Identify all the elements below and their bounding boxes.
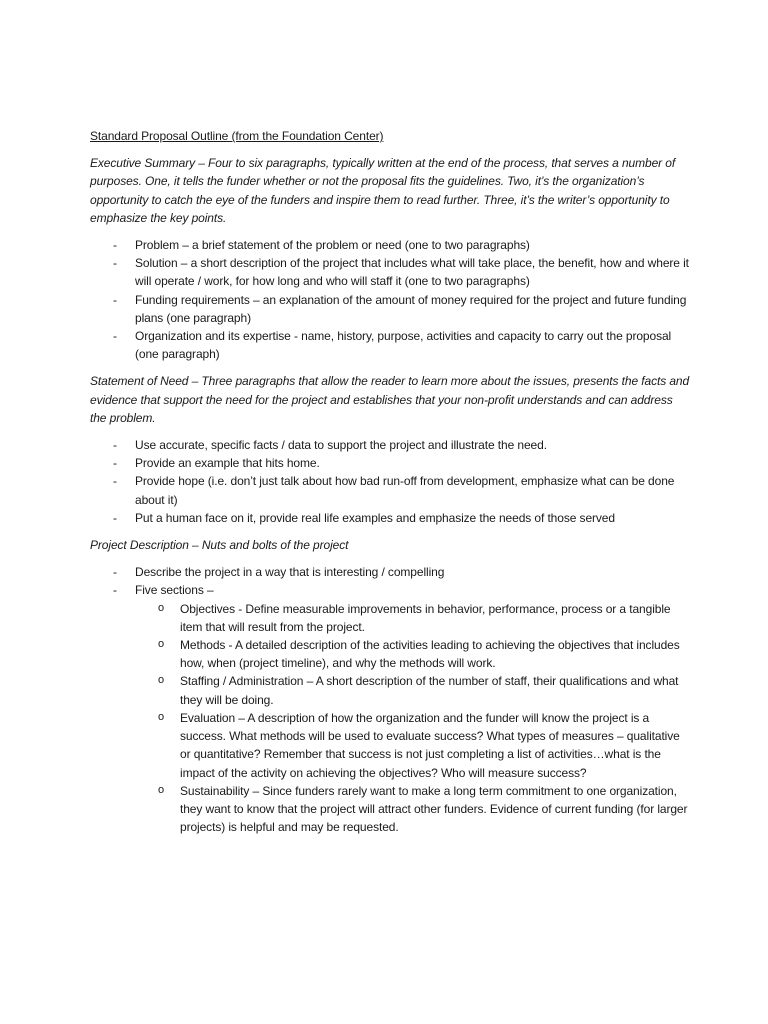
project-description-list: [90, 563, 690, 836]
sub-list-item-staffing: o Staffing / Administration – A short description of the number of staff, their qualifications and what they will be doing.: [90, 672, 690, 708]
statement-of-need-intro: Statement of Need – Three paragraphs that allow the reader to learn more about the issues, presents the facts and evidence that support the need for the project and establishes that your non-profit understands and can address the problem.: [90, 374, 690, 425]
project-description-intro: Project Description – Nuts and bolts of the project: [90, 538, 349, 553]
list-item: - Problem – a brief statement of the problem or need (one to two paragraphs): [90, 236, 690, 254]
sub-list-item-evaluation: o Evaluation – A description of how the organization and the funder will know the project is a success. What methods will be used to evaluate success? What types of measures – qualitative or quantitative? Remember that success is not just completing a list of activities…what is the impact of the activity on achieving the objectives? Who will measure success?: [90, 709, 690, 782]
statement-of-need-list: [90, 436, 690, 527]
list-item: [90, 581, 690, 836]
list-item: - Provide an example that hits home.: [90, 454, 690, 472]
list-item: - Solution – a short description of the project that includes what will take place, the benefit, how and where it will operate / work, for how long and who will staff it (one to two paragraphs): [90, 254, 690, 290]
sub-list-item-methods: o Methods - A detailed description of the activities leading to achieving the objectives that includes how, when (project timeline), and why the methods will work.: [90, 636, 690, 672]
five-sections-label: Five sections –: [135, 583, 214, 598]
sub-list-item-objectives: o Objectives - Define measurable improvements in behavior, performance, process or a tangible item that will result from the project.: [90, 600, 690, 636]
list-item: - Organization and its expertise - name, history, purpose, activities and capacity to carry out the proposal (one paragraph): [90, 327, 690, 363]
list-item: - Describe the project in a way that is interesting / compelling: [90, 563, 690, 581]
list-item: - Put a human face on it, provide real life examples and emphasize the needs of those served: [90, 509, 690, 527]
executive-summary-intro: Executive Summary – Four to six paragraphs, typically written at the end of the process, that serves a number of purposes. One, it tells the funder whether or not the proposal fits the guidelines. Two, it’s the organization’s opportunity to catch the eye of the funders and inspire them to read further. Three, it’s the writer’s opportunity to emphasize the key points.: [90, 156, 676, 225]
document-title: Standard Proposal Outline (from the Foundation Center): [90, 129, 384, 143]
sub-list-item-sustainability: o Sustainability – Since funders rarely want to make a long term commitment to one organization, they want to know that the project will attract other funders. Evidence of current funding (for larger projects) is helpful and may be requested.: [90, 782, 690, 837]
list-item: - Provide hope (i.e. don’t just talk about how bad run-off from development, emphasize what can be done about it): [90, 472, 690, 508]
list-item: - Use accurate, specific facts / data to support the project and illustrate the need.: [90, 436, 690, 454]
document-page: [90, 127, 690, 845]
list-item: - Funding requirements – an explanation of the amount of money required for the project and future funding plans (one paragraph): [90, 291, 690, 327]
sections-sublist: [135, 600, 690, 837]
executive-summary-list: [90, 236, 690, 363]
